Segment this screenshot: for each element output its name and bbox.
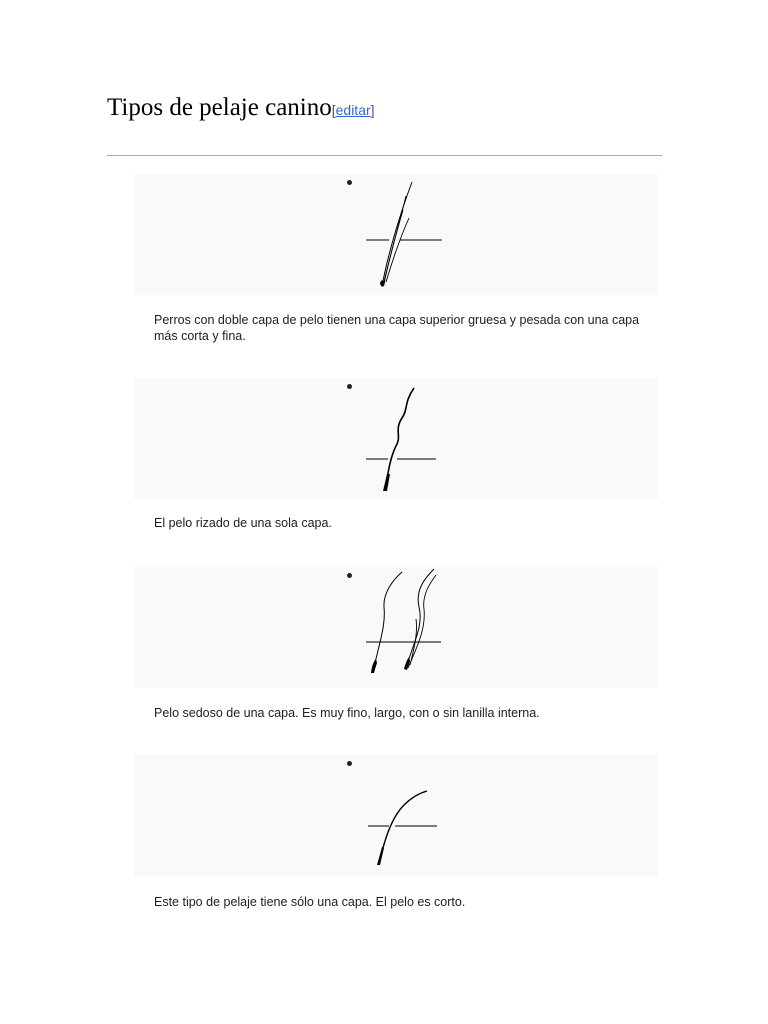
gallery-item-silky-coat[interactable] — [134, 567, 658, 688]
gallery-caption: Pelo sedoso de una capa. Es muy fino, largo, con o sin lanilla interna. — [154, 706, 540, 720]
edit-bracket-open: [ — [331, 102, 336, 118]
gallery-caption: Este tipo de pelaje tiene sólo una capa. El pelo es corto. — [154, 895, 466, 909]
gallery-item-curly-coat[interactable] — [134, 378, 658, 499]
heading-divider — [107, 155, 662, 156]
edit-link[interactable]: editar — [335, 102, 371, 118]
gallery-caption: Perros con doble capa de pelo tienen una capa superior gruesa y pesada con una capa más corta y fina. — [154, 313, 640, 343]
curly-hair-icon — [134, 378, 658, 499]
gallery-caption: El pelo rizado de una sola capa. — [154, 516, 332, 530]
double-coat-hair-icon — [134, 174, 658, 295]
short-hair-icon — [134, 755, 658, 876]
gallery-item-short-coat[interactable] — [134, 755, 658, 876]
silky-hair-icon — [134, 567, 658, 688]
edit-section — [332, 102, 375, 118]
section-heading — [107, 94, 375, 122]
edit-bracket-close: ] — [370, 102, 375, 118]
gallery-item-double-coat[interactable] — [134, 174, 658, 295]
page-title: Tipos de pelaje canino — [107, 94, 332, 121]
